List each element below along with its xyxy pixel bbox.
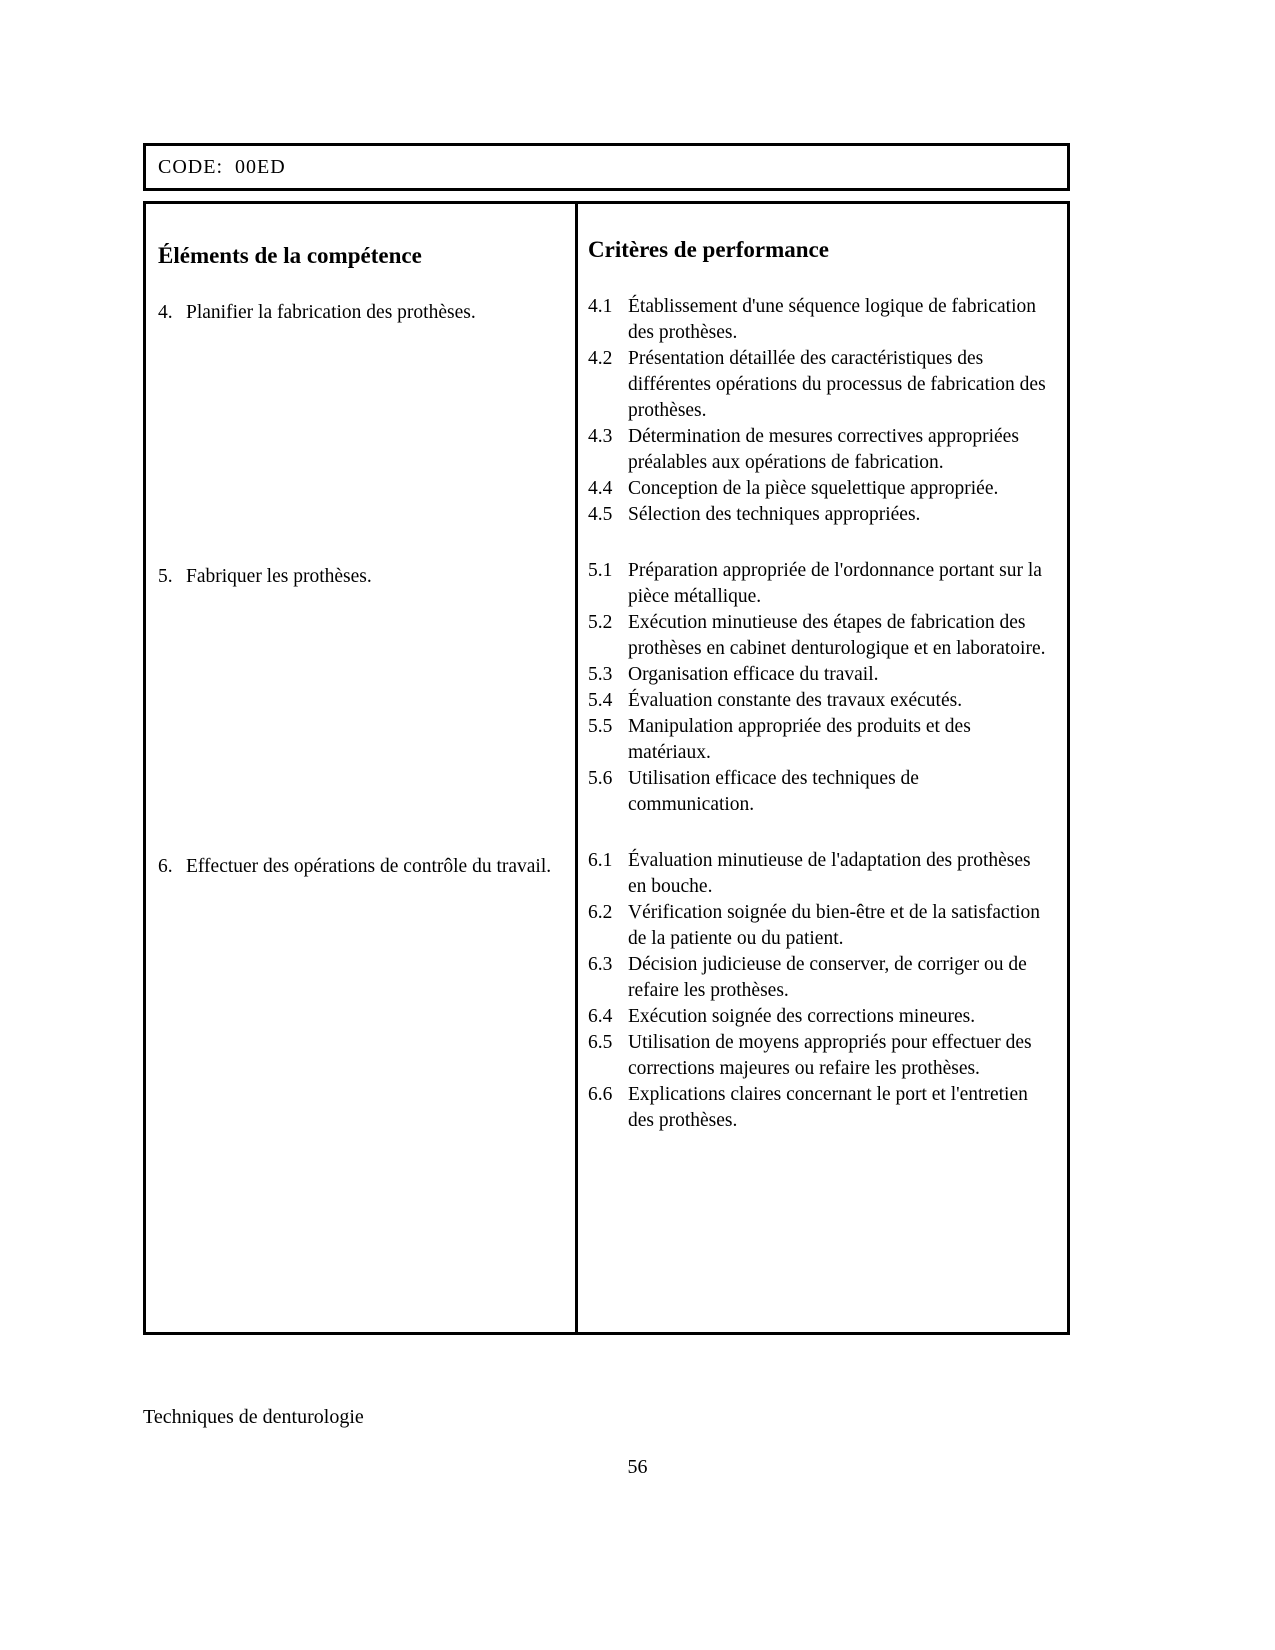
left-header-cell [146, 204, 578, 290]
element-text: Effectuer des opérations de contrôle du travail. [186, 855, 552, 877]
criterion-row [588, 424, 1049, 476]
criterion-number: 5.3 [588, 663, 613, 685]
criterion-row [588, 502, 1049, 528]
criterion-row [588, 1082, 1049, 1134]
criterion-text: Utilisation de moyens appropriés pour effectuer des corrections majeures ou refaire les prothèses. [628, 1031, 1032, 1079]
criterion-row [588, 294, 1049, 346]
left-filler-cell [146, 1160, 578, 1332]
page-number: 56 [627, 1456, 648, 1478]
element-text: Planifier la fabrication des prothèses. [186, 301, 476, 323]
criterion-row [588, 714, 1049, 766]
criterion-text: Conception de la pièce squelettique appropriée. [628, 477, 999, 499]
criterion-text: Exécution minutieuse des étapes de fabrication des prothèses en cabinet denturologique et en laboratoire. [628, 611, 1046, 659]
criteria-cell [578, 554, 1067, 844]
criterion-row [588, 1030, 1049, 1082]
criterion-row [588, 900, 1049, 952]
criterion-text: Organisation efficace du travail. [628, 663, 879, 685]
criterion-text: Présentation détaillée des caractéristiques des différentes opérations du processus de fabrication des prothèses. [628, 347, 1046, 421]
criterion-number: 6.6 [588, 1083, 613, 1105]
criterion-text: Évaluation minutieuse de l'adaptation des prothèses en bouche. [628, 849, 1031, 897]
criterion-row [588, 688, 1049, 714]
criterion-number: 6.4 [588, 1005, 613, 1027]
criterion-text: Décision judicieuse de conserver, de corriger ou de refaire les prothèses. [628, 953, 1027, 1001]
criterion-number: 5.2 [588, 611, 613, 633]
criterion-row [588, 952, 1049, 1004]
element-cell [146, 844, 578, 1160]
criterion-number: 6.5 [588, 1031, 613, 1053]
criterion-text: Sélection des techniques appropriées. [628, 503, 921, 525]
competence-table [143, 201, 1070, 1335]
criterion-row [588, 766, 1049, 818]
criterion-row [588, 1004, 1049, 1030]
criterion-row [588, 848, 1049, 900]
element-number: 5. [158, 565, 173, 587]
criterion-text: Évaluation constante des travaux exécutés. [628, 689, 963, 711]
criterion-row [588, 476, 1049, 502]
criterion-number: 6.1 [588, 849, 613, 871]
criterion-text: Établissement d'une séquence logique de fabrication des prothèses. [628, 295, 1036, 343]
criterion-number: 5.1 [588, 559, 613, 581]
criterion-number: 6.3 [588, 953, 613, 975]
right-filler-cell [578, 1160, 1067, 1332]
criterion-text: Manipulation appropriée des produits et des matériaux. [628, 715, 971, 763]
criterion-text: Exécution soignée des corrections mineures. [628, 1005, 976, 1027]
criterion-number: 6.2 [588, 901, 613, 923]
criterion-number: 4.4 [588, 477, 613, 499]
element-cell [146, 290, 578, 554]
element-number: 4. [158, 301, 173, 323]
right-header-cell [578, 204, 1067, 290]
right-column-header: Critères de performance [588, 237, 829, 262]
criterion-text: Vérification soignée du bien-être et de la satisfaction de la patiente ou du patient. [628, 901, 1041, 949]
criterion-text: Préparation appropriée de l'ordonnance portant sur la pièce métallique. [628, 559, 1042, 607]
criterion-row [588, 610, 1049, 662]
element-cell [146, 554, 578, 844]
footer-text: Techniques de denturologie [143, 1406, 364, 1428]
criterion-row [588, 346, 1049, 424]
element-text: Fabriquer les prothèses. [186, 565, 372, 587]
element-number: 6. [158, 855, 173, 877]
criterion-row [588, 662, 1049, 688]
criterion-number: 4.3 [588, 425, 613, 447]
criteria-cell [578, 844, 1067, 1160]
criteria-cell [578, 290, 1067, 554]
criterion-number: 4.2 [588, 347, 613, 369]
criterion-text: Détermination de mesures correctives appropriées préalables aux opérations de fabrication. [628, 425, 1019, 473]
criterion-number: 5.5 [588, 715, 613, 737]
criterion-number: 4.1 [588, 295, 613, 317]
criterion-text: Utilisation efficace des techniques de communication. [628, 767, 919, 815]
criterion-row [588, 558, 1049, 610]
criterion-text: Explications claires concernant le port et l'entretien des prothèses. [628, 1083, 1028, 1131]
code-label: CODE: 00ED [158, 155, 286, 178]
criterion-number: 5.6 [588, 767, 613, 789]
code-box [143, 143, 1070, 191]
left-column-header: Éléments de la compétence [158, 243, 422, 268]
criterion-number: 5.4 [588, 689, 613, 711]
criterion-number: 4.5 [588, 503, 613, 525]
